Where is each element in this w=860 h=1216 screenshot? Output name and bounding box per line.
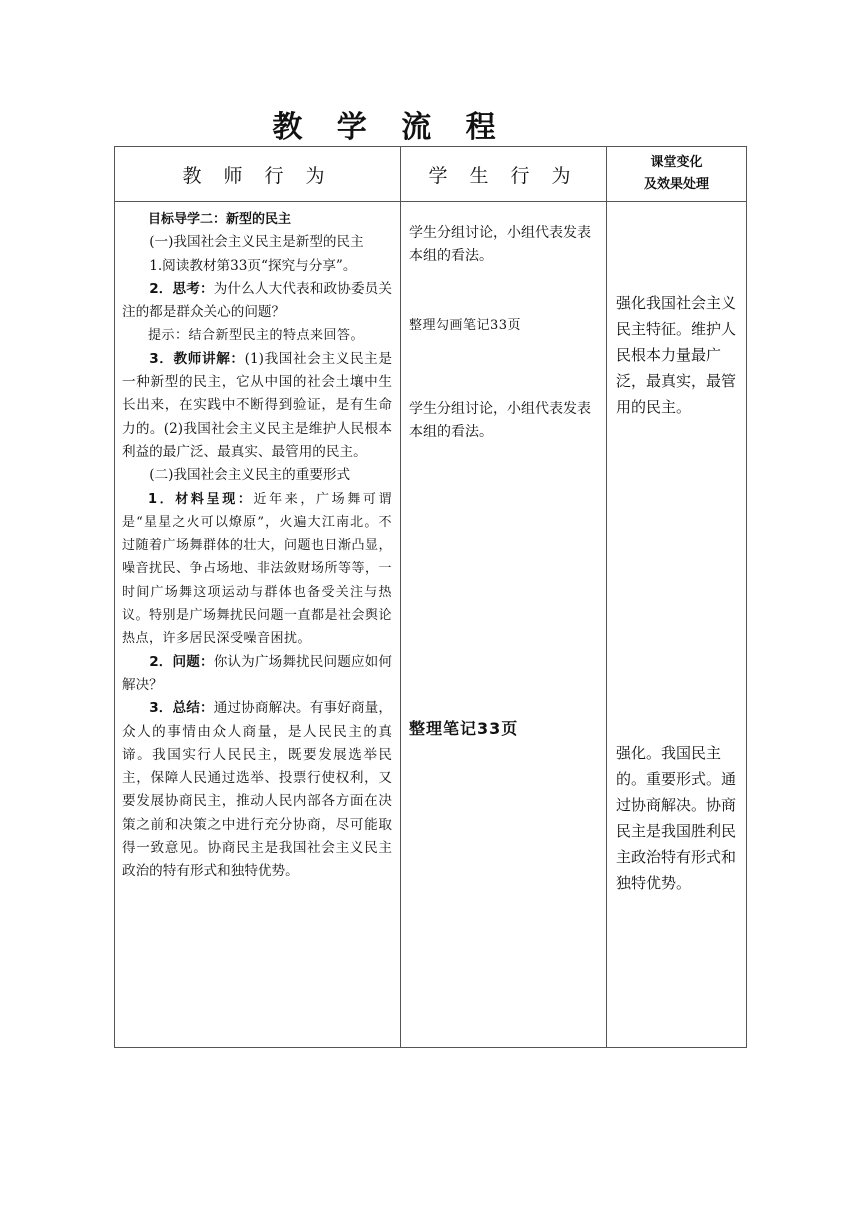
goal-heading: 目标导学二：新型的民主 — [148, 212, 292, 227]
teacher-column — [115, 202, 401, 1048]
section-1-lecture — [122, 348, 392, 464]
section-2-summary — [122, 697, 392, 883]
think-text: 为什么人大代表和政协委员关注的都是群众关心的问题？ — [122, 280, 392, 321]
effect-item-1: 强化我国社会主义民主特征。维护人民根本力量最广泛，最真实，最管用的民主。 — [616, 294, 737, 416]
header-effect-line2: 及效果处理 — [643, 177, 709, 192]
section-2-material — [122, 488, 392, 651]
student-item-4: 整理笔记33页 — [409, 719, 519, 738]
lecture-label: 3．教师讲解： — [149, 350, 245, 367]
page-title: 教 学 流 程 — [272, 110, 508, 145]
student-column — [401, 202, 607, 1048]
section-2-title: (二)我国社会主义民主的重要形式 — [149, 467, 351, 484]
student-item-3: 学生分组讨论，小组代表发表本组的看法。 — [409, 401, 591, 440]
header-teacher: 教 师 行 为 — [115, 147, 401, 202]
effect-item-2: 强化。我国民主的。重要形式。通过协商解决。协商民主是我国胜利民主政治特有形式和独特优势。 — [616, 744, 737, 892]
summary-text: 通过协商解决。有事好商量，众人的事情由众人商量，是人民民主的真谛。我国实行人民民主，既要发展选举民主，保障人民通过选举、投票行使权利，又要发展协商民主，推动人民内部各方面在决策之前和决策之中进行充分协商，尽可能取得一致意见。协商民主是我国社会主义民主政治的特有形式和独特优势。 — [122, 700, 392, 880]
section-1-hint: 提示：结合新型民主的特点来回答。 — [148, 328, 365, 344]
header-effect — [607, 147, 747, 202]
student-item-2: 整理勾画笔记33页 — [409, 318, 522, 333]
question-label: 2．问题： — [149, 653, 214, 670]
teaching-flow-table — [114, 146, 747, 1048]
student-item-1: 学生分组讨论，小组代表发表本组的看法。 — [409, 225, 591, 264]
lecture-text: (1)我国社会主义民主是一种新型的民主，它从中国的社会土壤中生长出来，在实践中不断得到验证，是有生命力的。(2)我国社会主义民主是维护人民根本利益的最广泛、最真实、最管用的民主。 — [122, 350, 392, 460]
think-label: 2．思考： — [149, 280, 214, 297]
header-row — [115, 147, 747, 202]
summary-label: 3．总结： — [149, 700, 214, 717]
material-label: 1．材料呈现： — [148, 491, 254, 507]
header-effect-line1: 课堂变化 — [650, 155, 703, 170]
content-row — [115, 202, 747, 1048]
section-2-question — [122, 651, 392, 698]
section-1-title: (一)我国社会主义民主是新型的民主 — [149, 234, 364, 251]
section-1-read: 1.阅读教材第33页“探究与分享”。 — [149, 257, 357, 274]
header-student: 学 生 行 为 — [401, 147, 607, 202]
question-text: 你认为广场舞扰民问题应如何解决？ — [122, 653, 392, 693]
section-1-think — [122, 278, 392, 325]
material-text: 近年来，广场舞可谓是“星星之火可以燎原”，火遍大江南北。不过随着广场舞群体的壮大，问题也日渐凸显，噪音扰民、争占场地、非法敛财场所等等，一时间广场舞这项运动与群体也备受关注与热议。特别是广场舞扰民问题一直都是社会舆论热点，许多居民深受噪音困扰。 — [122, 491, 393, 647]
effect-column — [607, 202, 747, 1048]
